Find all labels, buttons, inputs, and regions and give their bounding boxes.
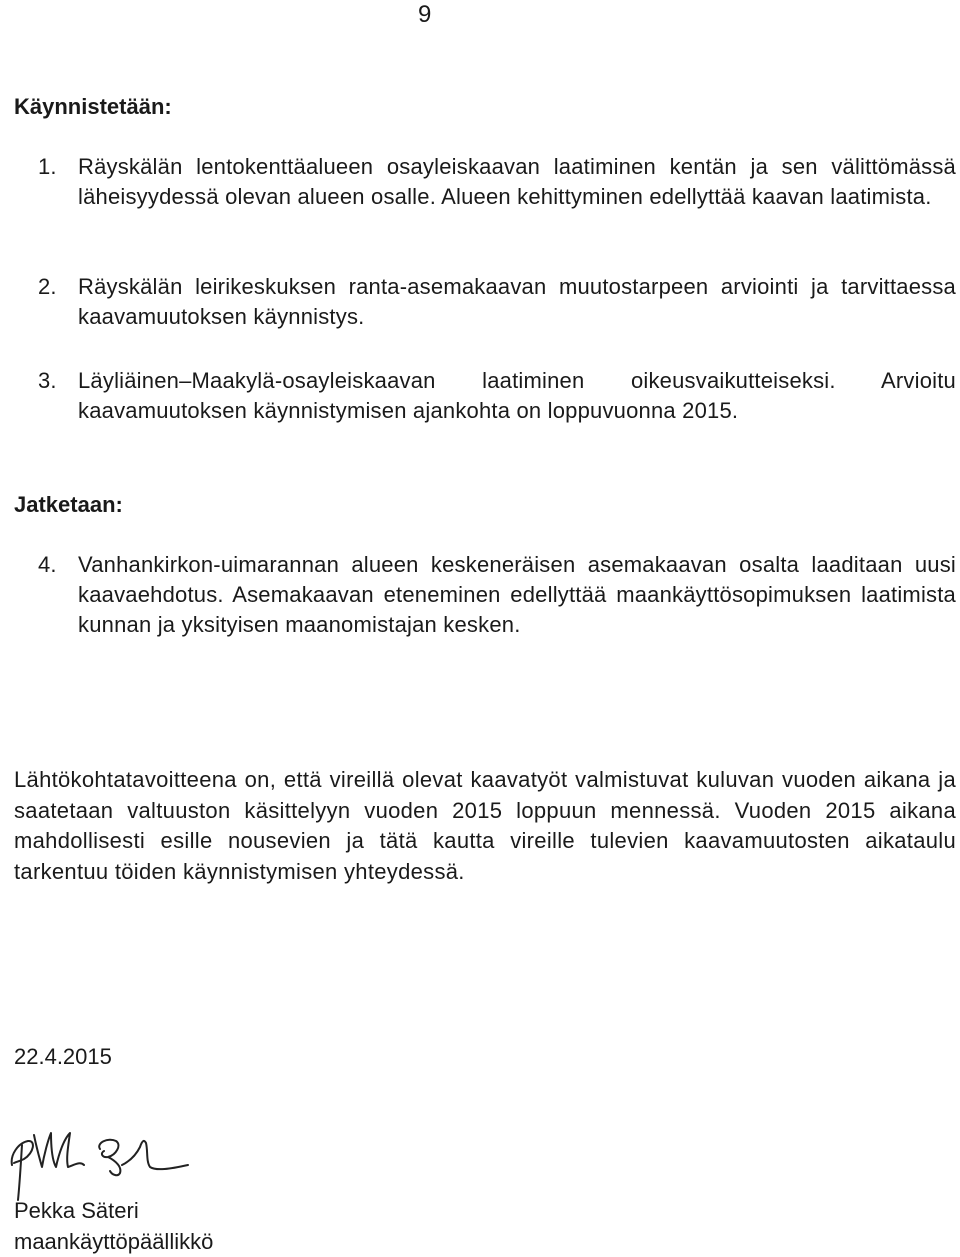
- list-item: [14, 152, 956, 212]
- list-item-text: Läyliäinen–Maakylä-osayleiskaavan laatiminen oikeusvaikutteiseksi. Arvioitu kaavamuutoksen käynnistymisen ajankohta on loppuvuonna 2015.: [78, 368, 956, 423]
- signature-image: [4, 1125, 204, 1205]
- page-number: 9: [418, 1, 432, 28]
- list-item-number: 3.: [38, 368, 57, 393]
- signer-title: maankäyttöpäällikkö: [14, 1229, 214, 1254]
- list-item-number: 4.: [38, 552, 57, 577]
- document-date: 22.4.2015: [14, 1044, 112, 1069]
- closing-paragraph: Lähtökohtatavoitteena on, että vireillä olevat kaavatyöt valmistuvat kuluvan vuoden aikana ja saatetaan valtuuston käsittelyyn vuoden 2015 loppuun mennessä. Vuoden 2015 aikana mahdollisesti esille nousevien ja tätä kautta vireille tulevien kaavamuutosten aikataulu tarkentuu töiden käynnistymisen yhteydessä.: [14, 767, 956, 884]
- list-item-text: Räyskälän leirikeskuksen ranta-asemakaavan muutostarpeen arviointi ja tarvittaessa kaavamuutoksen käynnistys.: [78, 274, 956, 329]
- section-heading-start: Käynnistetään:: [14, 94, 172, 119]
- list-item-number: 1.: [38, 154, 57, 179]
- section-heading-continue: Jatketaan:: [14, 492, 123, 517]
- list-item-text: Räyskälän lentokenttäalueen osayleiskaavan laatiminen kentän ja sen välittömässä läheisyydessä olevan alueen osalle. Alueen kehittyminen edellyttää kaavan laatimista.: [78, 154, 956, 209]
- list-item-number: 2.: [38, 274, 57, 299]
- list-item-text: Vanhankirkon-uimarannan alueen keskeneräisen asemakaavan osalta laaditaan uusi kaavaehdotus. Asemakaavan eteneminen edellyttää maankäyttösopimuksen laatimista kunnan ja yksityisen maanomistajan kesken.: [78, 552, 956, 637]
- list-item: [14, 550, 956, 640]
- signer-name: Pekka Säteri: [14, 1198, 139, 1223]
- list-item: [14, 272, 956, 332]
- list-item: [14, 366, 956, 426]
